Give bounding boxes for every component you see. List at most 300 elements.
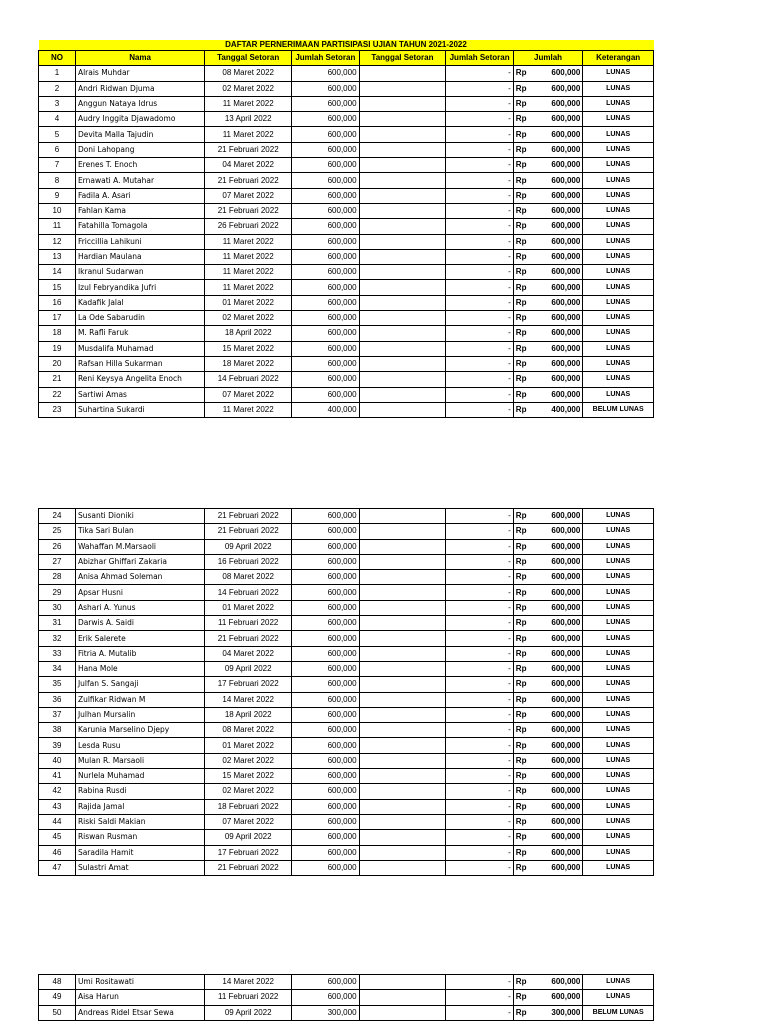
cell-jumlah: 600,000	[533, 524, 583, 539]
cell-tanggal-setoran-1: 08 Maret 2022	[205, 570, 292, 585]
cell-tanggal-setoran-1: 09 April 2022	[205, 539, 292, 554]
cell-jumlah-setoran-2: -	[446, 753, 513, 768]
cell-jumlah-setoran-2: -	[446, 661, 513, 676]
cell-jumlah-setoran-2: -	[446, 799, 513, 814]
cell-tanggal-setoran-2	[359, 142, 446, 157]
cell-keterangan: LUNAS	[583, 707, 654, 722]
cell-tanggal-setoran-1: 13 April 2022	[205, 112, 292, 127]
table-row	[39, 554, 654, 569]
cell-jumlah: 600,000	[533, 158, 583, 173]
cell-tanggal-setoran-2	[359, 990, 446, 1005]
cell-rp: Rp	[513, 203, 533, 218]
table-row	[39, 585, 654, 600]
cell-no: 33	[39, 646, 76, 661]
cell-keterangan: LUNAS	[583, 509, 654, 524]
cell-tanggal-setoran-2	[359, 830, 446, 845]
cell-nama: Anisa Ahmad Soleman	[75, 570, 204, 585]
cell-jumlah-setoran-1: 600,000	[292, 96, 359, 111]
cell-jumlah-setoran-2: -	[446, 311, 513, 326]
cell-rp: Rp	[513, 173, 533, 188]
cell-tanggal-setoran-2	[359, 66, 446, 81]
cell-jumlah-setoran-1: 600,000	[292, 219, 359, 234]
cell-jumlah-setoran-2: -	[446, 784, 513, 799]
cell-jumlah-setoran-1: 600,000	[292, 830, 359, 845]
cell-nama: Doni Lahopang	[75, 142, 204, 157]
cell-jumlah-setoran-1: 600,000	[292, 127, 359, 142]
cell-rp: Rp	[513, 799, 533, 814]
table-row	[39, 814, 654, 829]
cell-rp: Rp	[513, 661, 533, 676]
cell-tanggal-setoran-2	[359, 249, 446, 264]
cell-no: 14	[39, 265, 76, 280]
cell-jumlah: 600,000	[533, 372, 583, 387]
cell-jumlah-setoran-1: 600,000	[292, 585, 359, 600]
cell-rp: Rp	[513, 295, 533, 310]
cell-rp: Rp	[513, 142, 533, 157]
cell-rp: Rp	[513, 554, 533, 569]
cell-jumlah-setoran-1: 600,000	[292, 280, 359, 295]
cell-tanggal-setoran-2	[359, 784, 446, 799]
cell-nama: Riski Saldi Makian	[75, 814, 204, 829]
cell-tanggal-setoran-2	[359, 112, 446, 127]
cell-tanggal-setoran-2	[359, 585, 446, 600]
cell-keterangan: LUNAS	[583, 677, 654, 692]
cell-jumlah-setoran-2: -	[446, 173, 513, 188]
cell-jumlah: 600,000	[533, 81, 583, 96]
cell-no: 18	[39, 326, 76, 341]
table-row	[39, 723, 654, 738]
cell-jumlah: 600,000	[533, 326, 583, 341]
cell-jumlah-setoran-1: 600,000	[292, 265, 359, 280]
cell-jumlah: 600,000	[533, 311, 583, 326]
cell-rp: Rp	[513, 845, 533, 860]
cell-rp: Rp	[513, 81, 533, 96]
cell-keterangan: BELUM LUNAS	[583, 1005, 654, 1020]
cell-nama: Aisa Harun	[75, 990, 204, 1005]
cell-rp: Rp	[513, 524, 533, 539]
cell-jumlah-setoran-1: 600,000	[292, 173, 359, 188]
cell-nama: Riswan Rusman	[75, 830, 204, 845]
cell-nama: Izul Febryandika Jufri	[75, 280, 204, 295]
cell-jumlah: 600,000	[533, 830, 583, 845]
cell-jumlah-setoran-1: 600,000	[292, 234, 359, 249]
cell-jumlah-setoran-1: 600,000	[292, 707, 359, 722]
cell-jumlah: 600,000	[533, 509, 583, 524]
table-row	[39, 845, 654, 860]
cell-no: 6	[39, 142, 76, 157]
cell-no: 2	[39, 81, 76, 96]
table-row	[39, 600, 654, 615]
cell-jumlah-setoran-1: 600,000	[292, 524, 359, 539]
cell-jumlah-setoran-2: -	[446, 738, 513, 753]
cell-nama: Rajida Jamal	[75, 799, 204, 814]
table-row	[39, 265, 654, 280]
table-row	[39, 799, 654, 814]
cell-jumlah-setoran-1: 600,000	[292, 372, 359, 387]
cell-no: 8	[39, 173, 76, 188]
cell-tanggal-setoran-2	[359, 96, 446, 111]
cell-tanggal-setoran-1: 11 Maret 2022	[205, 127, 292, 142]
cell-no: 24	[39, 509, 76, 524]
cell-nama: Saradila Hamit	[75, 845, 204, 860]
header-jumlah: Jumlah	[513, 51, 583, 66]
cell-jumlah-setoran-1: 600,000	[292, 326, 359, 341]
payment-table-block-3	[38, 974, 654, 1021]
cell-rp: Rp	[513, 356, 533, 371]
cell-nama: Friccillia Lahikuni	[75, 234, 204, 249]
cell-keterangan: LUNAS	[583, 265, 654, 280]
cell-keterangan: LUNAS	[583, 203, 654, 218]
cell-rp: Rp	[513, 814, 533, 829]
cell-jumlah-setoran-1: 600,000	[292, 249, 359, 264]
cell-jumlah-setoran-2: -	[446, 600, 513, 615]
cell-no: 37	[39, 707, 76, 722]
cell-keterangan: LUNAS	[583, 661, 654, 676]
cell-jumlah-setoran-1: 600,000	[292, 311, 359, 326]
cell-nama: Ernawati A. Mutahar	[75, 173, 204, 188]
cell-rp: Rp	[513, 539, 533, 554]
cell-jumlah: 600,000	[533, 188, 583, 203]
cell-nama: Fahlan Kama	[75, 203, 204, 218]
cell-jumlah: 600,000	[533, 723, 583, 738]
cell-tanggal-setoran-2	[359, 814, 446, 829]
cell-rp: Rp	[513, 509, 533, 524]
cell-tanggal-setoran-1: 04 Maret 2022	[205, 646, 292, 661]
cell-rp: Rp	[513, 707, 533, 722]
cell-tanggal-setoran-2	[359, 616, 446, 631]
header-nama: Nama	[75, 51, 204, 66]
cell-tanggal-setoran-1: 11 Maret 2022	[205, 402, 292, 417]
cell-keterangan: LUNAS	[583, 66, 654, 81]
cell-jumlah: 600,000	[533, 539, 583, 554]
cell-keterangan: LUNAS	[583, 249, 654, 264]
cell-no: 27	[39, 554, 76, 569]
table-row	[39, 356, 654, 371]
cell-no: 20	[39, 356, 76, 371]
cell-keterangan: LUNAS	[583, 646, 654, 661]
cell-jumlah-setoran-1: 600,000	[292, 723, 359, 738]
cell-no: 35	[39, 677, 76, 692]
cell-jumlah: 600,000	[533, 753, 583, 768]
cell-tanggal-setoran-1: 01 Maret 2022	[205, 738, 292, 753]
cell-nama: Reni Keysya Angelita Enoch	[75, 372, 204, 387]
cell-rp: Rp	[513, 249, 533, 264]
cell-nama: Hana Mole	[75, 661, 204, 676]
cell-keterangan: LUNAS	[583, 570, 654, 585]
cell-jumlah-setoran-2: -	[446, 203, 513, 218]
cell-tanggal-setoran-2	[359, 799, 446, 814]
cell-rp: Rp	[513, 860, 533, 875]
cell-no: 23	[39, 402, 76, 417]
cell-jumlah: 600,000	[533, 265, 583, 280]
table-row	[39, 509, 654, 524]
cell-nama: Apsar Husni	[75, 585, 204, 600]
cell-jumlah: 600,000	[533, 814, 583, 829]
cell-rp: Rp	[513, 112, 533, 127]
cell-rp: Rp	[513, 990, 533, 1005]
cell-jumlah-setoran-2: -	[446, 975, 513, 990]
cell-jumlah-setoran-1: 600,000	[292, 600, 359, 615]
cell-jumlah: 600,000	[533, 112, 583, 127]
cell-tanggal-setoran-2	[359, 692, 446, 707]
cell-rp: Rp	[513, 326, 533, 341]
cell-tanggal-setoran-1: 18 April 2022	[205, 707, 292, 722]
cell-keterangan: BELUM LUNAS	[583, 402, 654, 417]
cell-jumlah-setoran-2: -	[446, 372, 513, 387]
cell-jumlah-setoran-2: -	[446, 249, 513, 264]
cell-jumlah-setoran-2: -	[446, 570, 513, 585]
cell-rp: Rp	[513, 265, 533, 280]
cell-tanggal-setoran-2	[359, 127, 446, 142]
cell-jumlah-setoran-1: 600,000	[292, 570, 359, 585]
cell-keterangan: LUNAS	[583, 234, 654, 249]
cell-rp: Rp	[513, 570, 533, 585]
cell-nama: Julfan S. Sangaji	[75, 677, 204, 692]
cell-tanggal-setoran-2	[359, 188, 446, 203]
cell-tanggal-setoran-2	[359, 173, 446, 188]
cell-no: 28	[39, 570, 76, 585]
cell-jumlah-setoran-2: -	[446, 524, 513, 539]
cell-tanggal-setoran-1: 11 Maret 2022	[205, 265, 292, 280]
cell-keterangan: LUNAS	[583, 784, 654, 799]
cell-jumlah: 600,000	[533, 173, 583, 188]
cell-tanggal-setoran-2	[359, 203, 446, 218]
cell-no: 42	[39, 784, 76, 799]
cell-jumlah-setoran-1: 600,000	[292, 769, 359, 784]
cell-no: 22	[39, 387, 76, 402]
cell-nama: Ikranul Sudarwan	[75, 265, 204, 280]
cell-tanggal-setoran-1: 14 Maret 2022	[205, 975, 292, 990]
cell-nama: Nurlela Muhamad	[75, 769, 204, 784]
cell-jumlah-setoran-1: 600,000	[292, 616, 359, 631]
cell-tanggal-setoran-2	[359, 646, 446, 661]
cell-jumlah: 600,000	[533, 127, 583, 142]
cell-tanggal-setoran-1: 15 Maret 2022	[205, 769, 292, 784]
cell-keterangan: LUNAS	[583, 524, 654, 539]
table-row	[39, 295, 654, 310]
cell-jumlah-setoran-1: 600,000	[292, 509, 359, 524]
cell-tanggal-setoran-2	[359, 631, 446, 646]
cell-jumlah-setoran-1: 600,000	[292, 692, 359, 707]
header-no: NO	[39, 51, 76, 66]
cell-jumlah: 600,000	[533, 631, 583, 646]
cell-no: 26	[39, 539, 76, 554]
cell-nama: Ashari A. Yunus	[75, 600, 204, 615]
header-row	[39, 51, 654, 66]
cell-no: 50	[39, 1005, 76, 1020]
cell-keterangan: LUNAS	[583, 280, 654, 295]
cell-rp: Rp	[513, 692, 533, 707]
cell-tanggal-setoran-1: 21 Februari 2022	[205, 142, 292, 157]
cell-nama: Audry Inggita Djawadomo	[75, 112, 204, 127]
cell-jumlah-setoran-1: 600,000	[292, 112, 359, 127]
cell-rp: Rp	[513, 158, 533, 173]
cell-nama: Kadafik Jalal	[75, 295, 204, 310]
cell-rp: Rp	[513, 784, 533, 799]
cell-tanggal-setoran-1: 21 Februari 2022	[205, 860, 292, 875]
cell-no: 36	[39, 692, 76, 707]
cell-keterangan: LUNAS	[583, 173, 654, 188]
cell-tanggal-setoran-1: 18 Februari 2022	[205, 799, 292, 814]
cell-no: 15	[39, 280, 76, 295]
table-row	[39, 142, 654, 157]
cell-jumlah-setoran-1: 600,000	[292, 66, 359, 81]
cell-jumlah-setoran-2: -	[446, 830, 513, 845]
cell-jumlah: 600,000	[533, 616, 583, 631]
cell-jumlah-setoran-1: 600,000	[292, 356, 359, 371]
cell-nama: Wahaffan M.Marsaoli	[75, 539, 204, 554]
cell-tanggal-setoran-1: 21 Februari 2022	[205, 631, 292, 646]
cell-jumlah-setoran-2: -	[446, 814, 513, 829]
cell-nama: Erik Salerete	[75, 631, 204, 646]
cell-jumlah-setoran-2: -	[446, 387, 513, 402]
cell-keterangan: LUNAS	[583, 341, 654, 356]
cell-jumlah-setoran-2: -	[446, 127, 513, 142]
cell-jumlah: 600,000	[533, 975, 583, 990]
cell-nama: Darwis A. Saidi	[75, 616, 204, 631]
cell-jumlah-setoran-1: 600,000	[292, 677, 359, 692]
cell-tanggal-setoran-2	[359, 570, 446, 585]
cell-tanggal-setoran-1: 21 Februari 2022	[205, 524, 292, 539]
cell-jumlah-setoran-1: 600,000	[292, 158, 359, 173]
cell-keterangan: LUNAS	[583, 723, 654, 738]
cell-rp: Rp	[513, 769, 533, 784]
cell-keterangan: LUNAS	[583, 112, 654, 127]
cell-rp: Rp	[513, 600, 533, 615]
table-row	[39, 66, 654, 81]
cell-rp: Rp	[513, 830, 533, 845]
table-row	[39, 975, 654, 990]
cell-keterangan: LUNAS	[583, 616, 654, 631]
payment-table-block-2	[38, 508, 654, 876]
cell-keterangan: LUNAS	[583, 860, 654, 875]
cell-tanggal-setoran-1: 17 Februari 2022	[205, 677, 292, 692]
cell-jumlah-setoran-1: 600,000	[292, 814, 359, 829]
cell-jumlah-setoran-2: -	[446, 677, 513, 692]
cell-nama: Zulfikar Ridwan M	[75, 692, 204, 707]
cell-jumlah-setoran-2: -	[446, 723, 513, 738]
table-row	[39, 372, 654, 387]
cell-jumlah: 600,000	[533, 219, 583, 234]
cell-no: 4	[39, 112, 76, 127]
header-tanggal-setoran-2: Tanggal Setoran	[359, 51, 446, 66]
cell-nama: Andreas Ridel Etsar Sewa	[75, 1005, 204, 1020]
cell-jumlah-setoran-1: 600,000	[292, 631, 359, 646]
cell-jumlah: 600,000	[533, 738, 583, 753]
cell-nama: La Ode Sabarudin	[75, 311, 204, 326]
cell-tanggal-setoran-2	[359, 81, 446, 96]
cell-tanggal-setoran-1: 21 Februari 2022	[205, 173, 292, 188]
cell-jumlah-setoran-1: 600,000	[292, 142, 359, 157]
table-row	[39, 127, 654, 142]
cell-nama: Julhan Mursalin	[75, 707, 204, 722]
table-row	[39, 203, 654, 218]
cell-jumlah-setoran-1: 600,000	[292, 799, 359, 814]
cell-nama: Sulastri Amat	[75, 860, 204, 875]
cell-jumlah-setoran-2: -	[446, 356, 513, 371]
cell-jumlah-setoran-2: -	[446, 845, 513, 860]
cell-nama: Hardian Maulana	[75, 249, 204, 264]
cell-nama: Rabina Rusdi	[75, 784, 204, 799]
cell-jumlah-setoran-2: -	[446, 280, 513, 295]
table-row	[39, 249, 654, 264]
cell-jumlah: 600,000	[533, 677, 583, 692]
cell-tanggal-setoran-1: 07 Maret 2022	[205, 814, 292, 829]
cell-keterangan: LUNAS	[583, 738, 654, 753]
cell-nama: Fadila A. Asari	[75, 188, 204, 203]
cell-tanggal-setoran-1: 08 Maret 2022	[205, 66, 292, 81]
cell-tanggal-setoran-1: 01 Maret 2022	[205, 600, 292, 615]
cell-tanggal-setoran-1: 01 Maret 2022	[205, 295, 292, 310]
cell-tanggal-setoran-1: 11 Maret 2022	[205, 96, 292, 111]
cell-rp: Rp	[513, 1005, 533, 1020]
cell-keterangan: LUNAS	[583, 127, 654, 142]
cell-no: 5	[39, 127, 76, 142]
cell-keterangan: LUNAS	[583, 539, 654, 554]
cell-jumlah-setoran-2: -	[446, 1005, 513, 1020]
cell-jumlah-setoran-2: -	[446, 554, 513, 569]
cell-nama: Rafsan Hilla Sukarman	[75, 356, 204, 371]
cell-jumlah-setoran-2: -	[446, 142, 513, 157]
cell-jumlah-setoran-2: -	[446, 692, 513, 707]
cell-tanggal-setoran-2	[359, 677, 446, 692]
cell-nama: Erenes T. Enoch	[75, 158, 204, 173]
cell-tanggal-setoran-1: 18 Maret 2022	[205, 356, 292, 371]
cell-jumlah-setoran-2: -	[446, 509, 513, 524]
table-row	[39, 570, 654, 585]
cell-no: 39	[39, 738, 76, 753]
cell-no: 41	[39, 769, 76, 784]
cell-jumlah: 600,000	[533, 692, 583, 707]
sheet-title: DAFTAR PERNERIMAAN PARTISIPASI UJIAN TAHUN 2021-2022	[39, 40, 654, 51]
cell-tanggal-setoran-2	[359, 326, 446, 341]
cell-jumlah-setoran-2: -	[446, 646, 513, 661]
cell-rp: Rp	[513, 646, 533, 661]
cell-keterangan: LUNAS	[583, 585, 654, 600]
cell-jumlah: 600,000	[533, 646, 583, 661]
cell-tanggal-setoran-2	[359, 753, 446, 768]
cell-jumlah: 300,000	[533, 1005, 583, 1020]
cell-jumlah-setoran-1: 300,000	[292, 1005, 359, 1020]
cell-rp: Rp	[513, 219, 533, 234]
cell-no: 19	[39, 341, 76, 356]
cell-no: 31	[39, 616, 76, 631]
cell-jumlah: 600,000	[533, 707, 583, 722]
cell-tanggal-setoran-2	[359, 600, 446, 615]
cell-tanggal-setoran-2	[359, 341, 446, 356]
cell-keterangan: LUNAS	[583, 142, 654, 157]
cell-jumlah: 600,000	[533, 990, 583, 1005]
cell-jumlah-setoran-1: 600,000	[292, 539, 359, 554]
cell-nama: Fatahilla Tomagola	[75, 219, 204, 234]
cell-tanggal-setoran-1: 14 Februari 2022	[205, 585, 292, 600]
cell-tanggal-setoran-2	[359, 402, 446, 417]
cell-jumlah-setoran-1: 600,000	[292, 860, 359, 875]
cell-jumlah: 600,000	[533, 203, 583, 218]
cell-tanggal-setoran-1: 09 April 2022	[205, 830, 292, 845]
cell-no: 16	[39, 295, 76, 310]
cell-no: 1	[39, 66, 76, 81]
cell-tanggal-setoran-1: 21 Februari 2022	[205, 203, 292, 218]
cell-no: 7	[39, 158, 76, 173]
table-row	[39, 326, 654, 341]
cell-tanggal-setoran-1: 02 Maret 2022	[205, 784, 292, 799]
table-row	[39, 311, 654, 326]
cell-nama: Alrais Muhdar	[75, 66, 204, 81]
cell-jumlah-setoran-1: 600,000	[292, 188, 359, 203]
cell-tanggal-setoran-1: 14 Maret 2022	[205, 692, 292, 707]
cell-no: 25	[39, 524, 76, 539]
